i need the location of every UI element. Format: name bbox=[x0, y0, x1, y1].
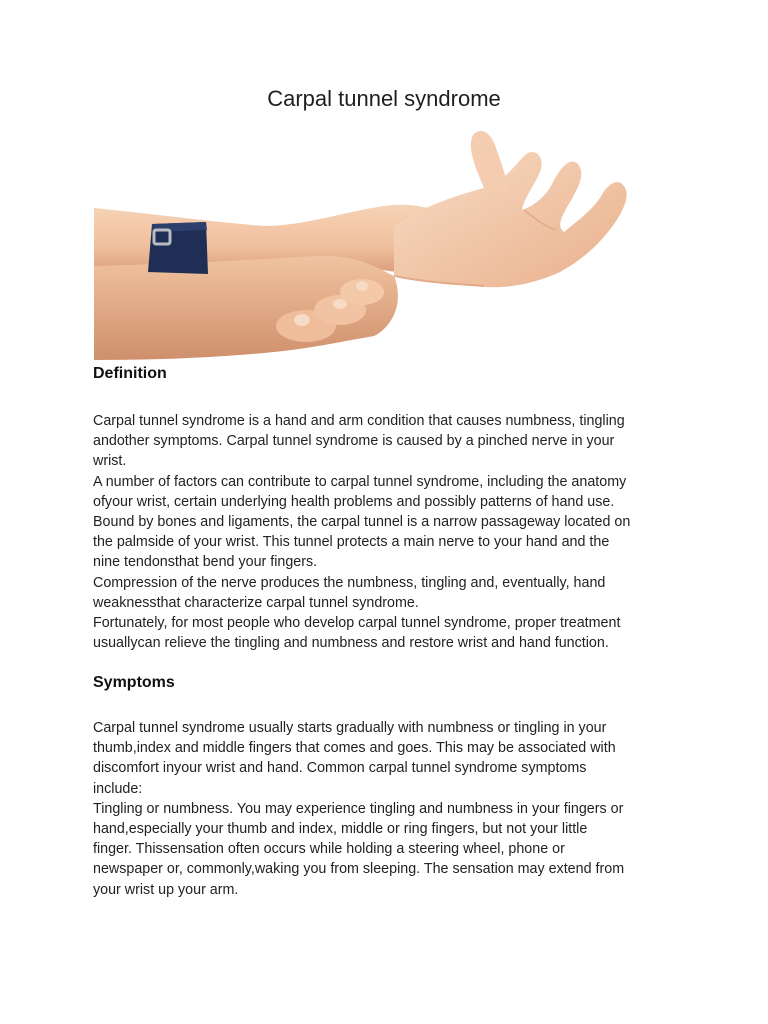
definition-paragraph bbox=[93, 411, 693, 653]
text-line: Carpal tunnel syndrome is a hand and arm condition that causes numbness, tingling bbox=[93, 413, 625, 429]
text-line: Fortunately, for most people who develop carpal tunnel syndrome, proper treatment bbox=[93, 615, 621, 632]
text-line: include: bbox=[93, 780, 143, 797]
text-line: newspaper or, commonly,waking you from sleeping. The sensation may extend from bbox=[93, 861, 625, 878]
text-line: the palmside of your wrist. This tunnel protects a main nerve to your hand and the bbox=[93, 534, 610, 551]
symptoms-paragraph bbox=[93, 718, 693, 900]
hand-wrist-photo bbox=[94, 126, 674, 360]
text-line: ofyour wrist, certain underlying health problems and possibly patterns of hand use. bbox=[93, 493, 615, 510]
text-line: discomfort inyour wrist and hand. Common carpal tunnel syndrome symptoms bbox=[93, 760, 587, 777]
text-line: nine tendonsthat bend your fingers. bbox=[93, 554, 318, 571]
document-title: Carpal tunnel syndrome bbox=[267, 86, 501, 111]
text-line: finger. Thissensation often occurs while holding a steering wheel, phone or bbox=[93, 841, 565, 858]
text-line: Carpal tunnel syndrome usually starts gradually with numbness or tingling in your bbox=[93, 720, 607, 736]
text-line: usuallycan relieve the tingling and numbness and restore wrist and hand function. bbox=[93, 635, 609, 652]
hand-wrist-illustration bbox=[94, 126, 674, 360]
text-line: Bound by bones and ligaments, the carpal tunnel is a narrow passageway located on bbox=[93, 514, 631, 531]
text-line: your wrist up your arm. bbox=[93, 881, 239, 898]
text-line: wrist. bbox=[93, 453, 127, 470]
text-line: hand,especially your thumb and index, middle or ring fingers, but not your little bbox=[93, 821, 588, 838]
text-line: Compression of the nerve produces the numbness, tingling and, eventually, hand bbox=[93, 574, 606, 591]
text-line: Tingling or numbness. You may experience tingling and numbness in your fingers or bbox=[93, 800, 624, 817]
text-line: andother symptoms. Carpal tunnel syndrome is caused by a pinched nerve in your bbox=[93, 433, 615, 450]
text-line: weaknessthat characterize carpal tunnel syndrome. bbox=[93, 594, 419, 611]
section-heading-symptoms: Symptoms bbox=[93, 674, 175, 691]
text-line: thumb,index and middle fingers that comes and goes. This may be associated with bbox=[93, 740, 616, 757]
section-heading-definition: Definition bbox=[93, 365, 167, 382]
text-line: A number of factors can contribute to carpal tunnel syndrome, including the anatomy bbox=[93, 473, 627, 490]
